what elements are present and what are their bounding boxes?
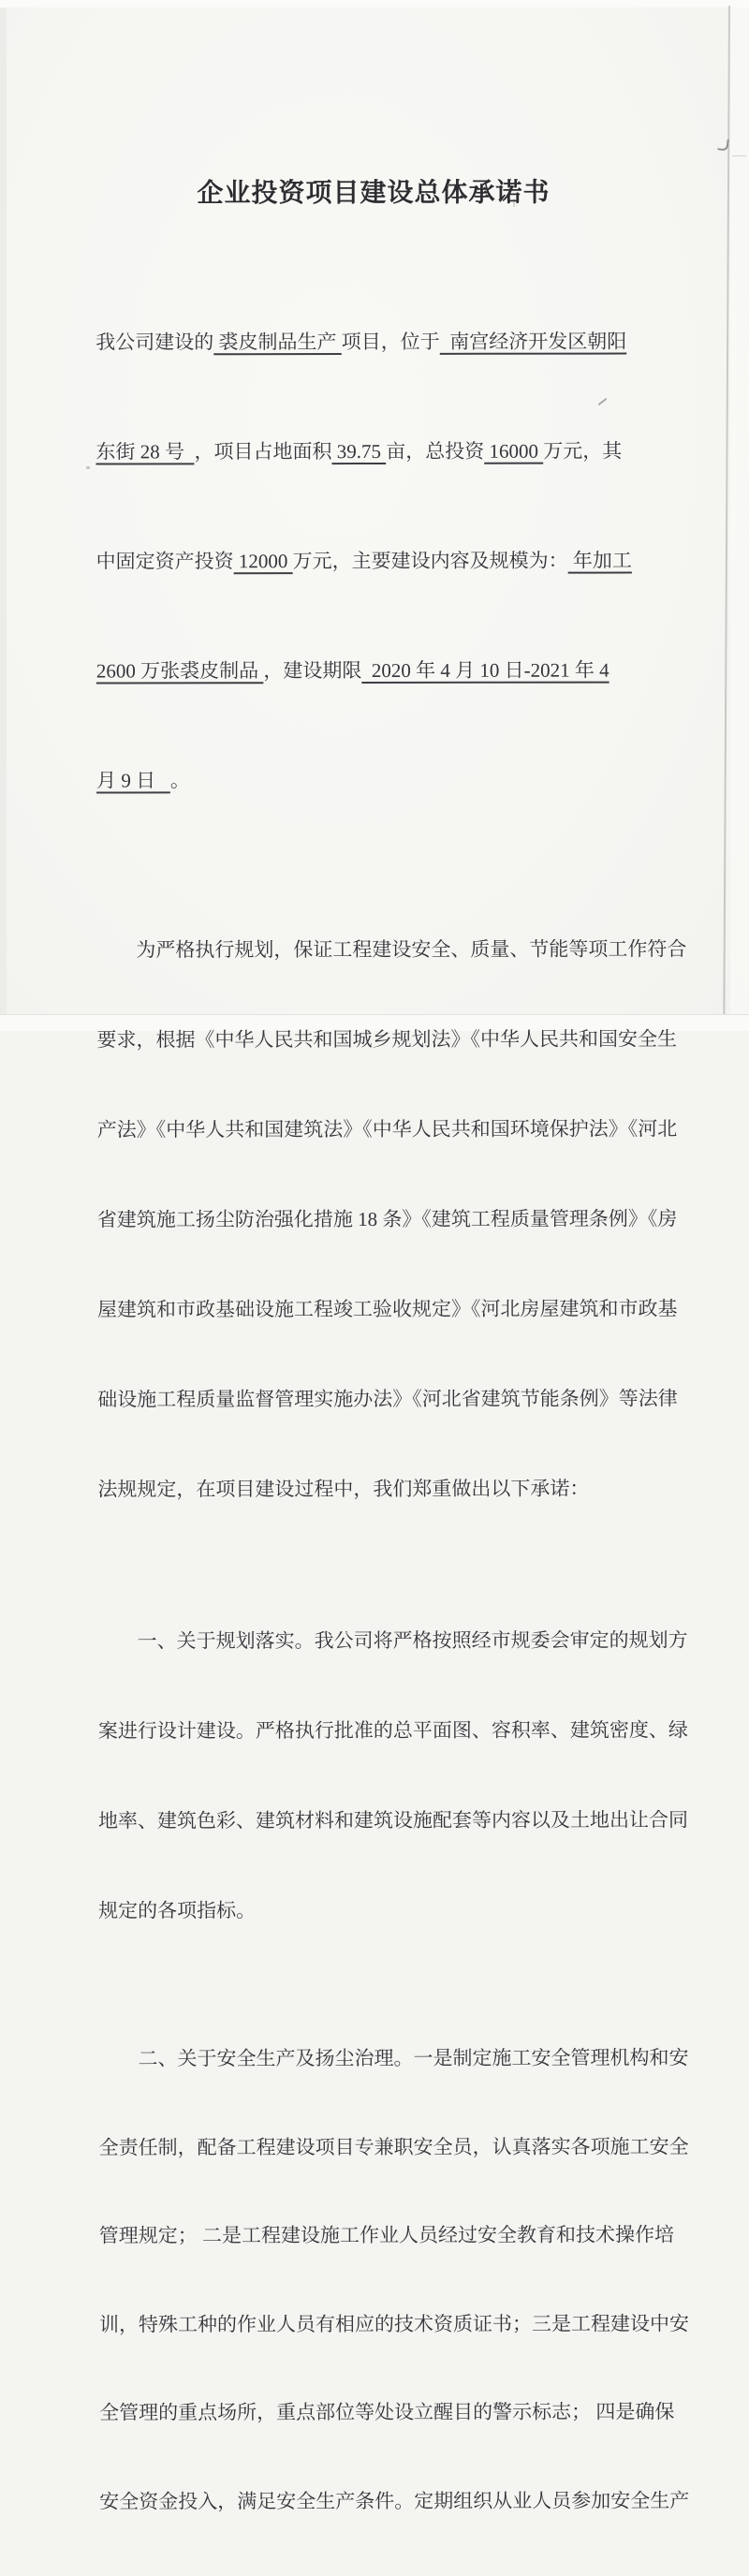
text-segment: 中固定资产投资	[95, 550, 234, 573]
text-line: 一、关于规划落实。我公司将严格按照经市规委会审定的规划方	[97, 1628, 688, 1653]
text-line: 二、关于安全生产及扬尘治理。一是制定施工安全管理机构和安	[98, 2046, 689, 2070]
total-investment-field: 16000	[484, 439, 544, 463]
scan-artifact-speck	[86, 466, 90, 469]
text-line: 产法》《中华人共和国建筑法》《中华人民共和国环境保护法》《河北	[96, 1117, 678, 1141]
text-line: 要求，根据《中华人民共和国城乡规划法》《中华人民共和国安全生	[96, 1027, 678, 1052]
intro-paragraph	[95, 250, 653, 872]
text-line	[96, 652, 653, 689]
construction-period-field-continued: 月 9 日	[96, 769, 170, 792]
scan-right-margin	[730, 6, 749, 1015]
legal-basis-paragraph	[96, 874, 687, 1564]
text-line	[96, 542, 653, 580]
text-segment: ，建设期限	[263, 659, 362, 683]
text-line: 全管理的重点场所，重点部位等处设立醒目的警示标志； 四是确保	[99, 2400, 675, 2424]
text-line: 地率、建筑色彩、建筑材料和建筑设施配套等内容以及土地出让合同	[97, 1808, 689, 1833]
text-line: 法规规定，在项目建设过程中，我们郑重做出以下承诺：	[97, 1477, 590, 1501]
document-body	[95, 0, 690, 2576]
construction-period-field: 2020 年 4 月 10 日-2021 年 4	[361, 658, 609, 683]
scan-artifact-scratch	[732, 155, 746, 156]
scan-left-edge	[0, 0, 7, 1030]
text-line: 屋建筑和市政基础设施工程竣工验收规定》《河北房屋建筑和市政基	[97, 1297, 678, 1321]
land-area-field: 39.75	[331, 439, 387, 464]
text-segment: 万元，主要建设内容及规模为：	[292, 549, 568, 573]
text-segment: 我公司建设的	[95, 331, 214, 354]
fixed-investment-field: 12000	[233, 550, 293, 573]
project-location-field-continued: 东街 28 号	[95, 440, 195, 464]
project-location-field: 南宫经济开发区朝阳	[439, 330, 627, 353]
text-segment: 亩，总投资	[386, 439, 485, 463]
content-scale-field-continued: 2600 万张裘皮制品	[95, 659, 264, 683]
text-segment: 。	[169, 769, 190, 792]
text-line	[96, 761, 653, 799]
text-line	[95, 433, 652, 470]
page-right-edge-line	[723, 6, 730, 1015]
text-segment: 万元，其	[543, 439, 623, 463]
text-line: 训，特殊工种的作业人员有相应的技术资质证书；三是工程建设中安	[98, 2311, 689, 2336]
text-line: 全责任制，配备工程建设项目专兼职安全员，认真落实各项施工安全	[98, 2134, 689, 2159]
text-line: 管理规定； 二是工程建设施工作业人员经过安全教育和技术操作培	[98, 2223, 675, 2247]
commitment-item-2-paragraph	[98, 1984, 690, 2575]
commitment-item-1-paragraph	[97, 1565, 689, 1985]
project-name-field: 裘皮制品生产	[213, 331, 342, 354]
text-line: 案进行设计建设。严格执行批准的总平面图、容积率、建筑密度、绿	[97, 1718, 688, 1743]
document-title: 企业投资项目建设总体承诺书	[197, 176, 551, 209]
text-segment: ，项目占地面积	[194, 440, 332, 464]
content-scale-field: 年加工	[567, 549, 632, 572]
text-line	[95, 323, 652, 361]
text-line: 础设施工程质量监督管理实施办法》《河北省建筑节能条例》等法律	[97, 1387, 678, 1411]
text-line: 规定的各项指标。	[98, 1899, 257, 1922]
text-line: 省建筑施工扬尘防治强化措施 18 条》《建筑工程质量管理条例》《房	[96, 1207, 678, 1231]
text-line: 为严格执行规划，保证工程建设安全、质量、节能等项工作符合	[96, 937, 687, 962]
text-segment: 项目，位于	[341, 330, 440, 354]
text-line: 安全资金投入，满足安全生产条件。定期组织从业人员参加安全生产	[99, 2488, 690, 2513]
